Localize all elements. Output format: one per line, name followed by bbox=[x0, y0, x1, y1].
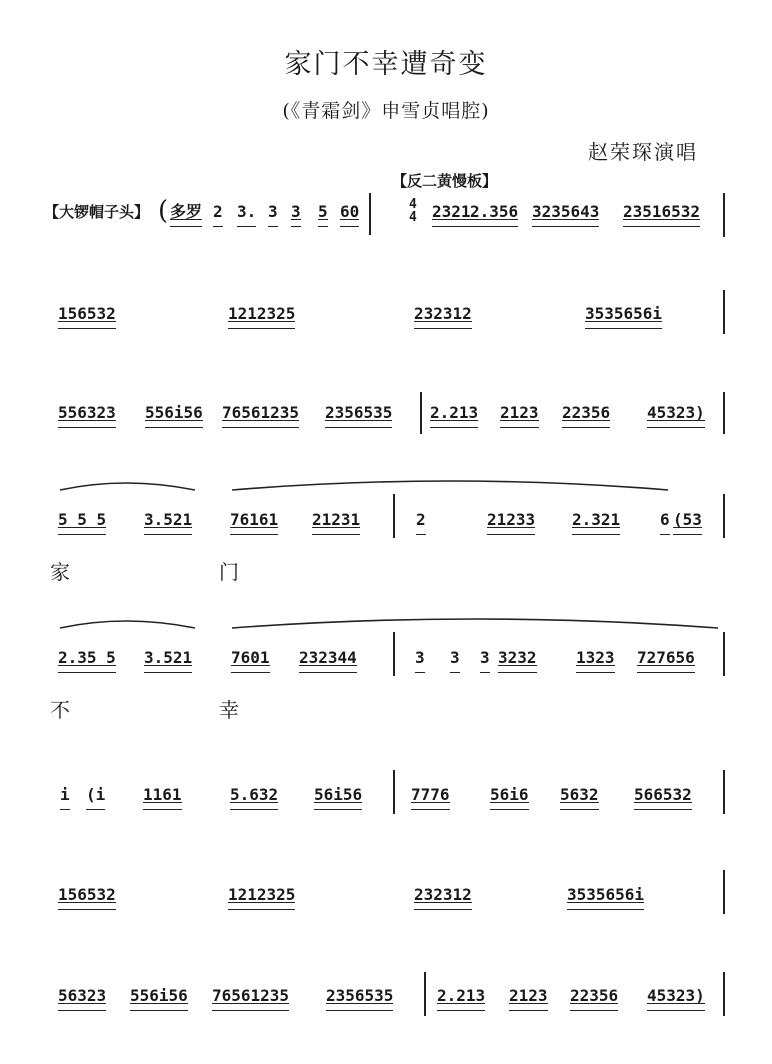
note-token: 60 bbox=[340, 202, 360, 221]
note-token: 3.521 bbox=[144, 510, 193, 529]
lyric-character: 门 bbox=[219, 560, 239, 584]
time-signature-bottom: 4 bbox=[409, 210, 417, 225]
note-token: 2123 bbox=[509, 986, 548, 1005]
note-token: 727656 bbox=[637, 648, 695, 667]
note-token: 3 bbox=[415, 648, 425, 667]
note-token: 5.632 bbox=[230, 785, 279, 804]
note-token: 232312 bbox=[414, 885, 472, 904]
note-token: 3. bbox=[237, 202, 257, 221]
note-token: 56i56 bbox=[314, 785, 363, 804]
note-token: 556i56 bbox=[130, 986, 188, 1005]
note-token: 76561235 bbox=[212, 986, 290, 1005]
slur-mark bbox=[232, 481, 668, 490]
note-token: 556i56 bbox=[145, 403, 203, 422]
time-signature-top: 4 bbox=[409, 197, 417, 212]
note-token: 1161 bbox=[143, 785, 182, 804]
lyric-character: 不 bbox=[50, 698, 70, 722]
note-token: 3 bbox=[291, 202, 301, 221]
note-token: 7776 bbox=[411, 785, 450, 804]
note-token: 5 bbox=[318, 202, 328, 221]
note-token: 56i6 bbox=[490, 785, 529, 804]
note-token: 1212325 bbox=[228, 304, 296, 323]
note-token: 56323 bbox=[58, 986, 107, 1005]
lyric-character: 家 bbox=[50, 560, 70, 584]
note-token: 2356535 bbox=[326, 986, 394, 1005]
tempo-marking: 【反二黄慢板】 bbox=[392, 172, 498, 190]
note-token: 7601 bbox=[231, 648, 270, 667]
note-token: 45323) bbox=[647, 986, 705, 1005]
note-token: 156532 bbox=[58, 304, 116, 323]
note-token: 45323) bbox=[647, 403, 705, 422]
slur-mark bbox=[232, 619, 718, 628]
note-token: 2.35 5 bbox=[58, 648, 116, 667]
note-token: i bbox=[60, 785, 70, 804]
note-token: 566532 bbox=[634, 785, 692, 804]
note-token: 22356 bbox=[570, 986, 619, 1005]
note-token: 5632 bbox=[560, 785, 599, 804]
note-token: 21231 bbox=[312, 510, 361, 529]
note-token: 3 bbox=[450, 648, 460, 667]
note-token: 2.213 bbox=[437, 986, 486, 1005]
note-token: 2.356 bbox=[470, 202, 519, 221]
note-token: 21233 bbox=[487, 510, 536, 529]
note-token: 3232 bbox=[498, 648, 537, 667]
note-token: 3.521 bbox=[144, 648, 193, 667]
note-token: 156532 bbox=[58, 885, 116, 904]
prelude-label: 【大锣帽子头】 bbox=[44, 203, 150, 221]
performer-credit: 赵荣琛演唱 bbox=[588, 140, 698, 164]
note-token: 232312 bbox=[414, 304, 472, 323]
slur-mark bbox=[60, 483, 195, 490]
note-token: (i bbox=[86, 785, 106, 804]
note-token: 3 bbox=[268, 202, 278, 221]
song-subtitle: (《青霜剑》申雪贞唱腔) bbox=[282, 100, 490, 122]
note-token: 2.213 bbox=[430, 403, 479, 422]
note-token: 2123 bbox=[500, 403, 539, 422]
lyric-character: 幸 bbox=[219, 698, 239, 722]
note-token: (53 bbox=[673, 510, 702, 529]
note-token: 232344 bbox=[299, 648, 357, 667]
note-token: 2321 bbox=[432, 202, 471, 221]
note-token: 22356 bbox=[562, 403, 611, 422]
note-token: 3235643 bbox=[532, 202, 600, 221]
note-token: 556323 bbox=[58, 403, 116, 422]
note-token: 2356535 bbox=[325, 403, 393, 422]
note-token: 76561235 bbox=[222, 403, 300, 422]
slur-mark bbox=[60, 621, 195, 628]
note-token: 3535656i bbox=[567, 885, 645, 904]
note-token: 2 bbox=[213, 202, 223, 221]
note-token: ( bbox=[158, 196, 169, 226]
song-title: 家门不幸遭奇变 bbox=[284, 49, 488, 80]
note-token: 6 bbox=[660, 510, 670, 529]
note-token: 2.321 bbox=[572, 510, 621, 529]
note-token: 2 bbox=[416, 510, 426, 529]
note-token: 76161 bbox=[230, 510, 279, 529]
note-token: 1212325 bbox=[228, 885, 296, 904]
note-token: 3535656i bbox=[585, 304, 663, 323]
note-token: 多罗 bbox=[170, 202, 203, 221]
note-token: 5 5 5 bbox=[58, 510, 107, 529]
note-token: 1323 bbox=[576, 648, 615, 667]
note-token: 3 bbox=[480, 648, 490, 667]
note-token: 23516532 bbox=[623, 202, 701, 221]
